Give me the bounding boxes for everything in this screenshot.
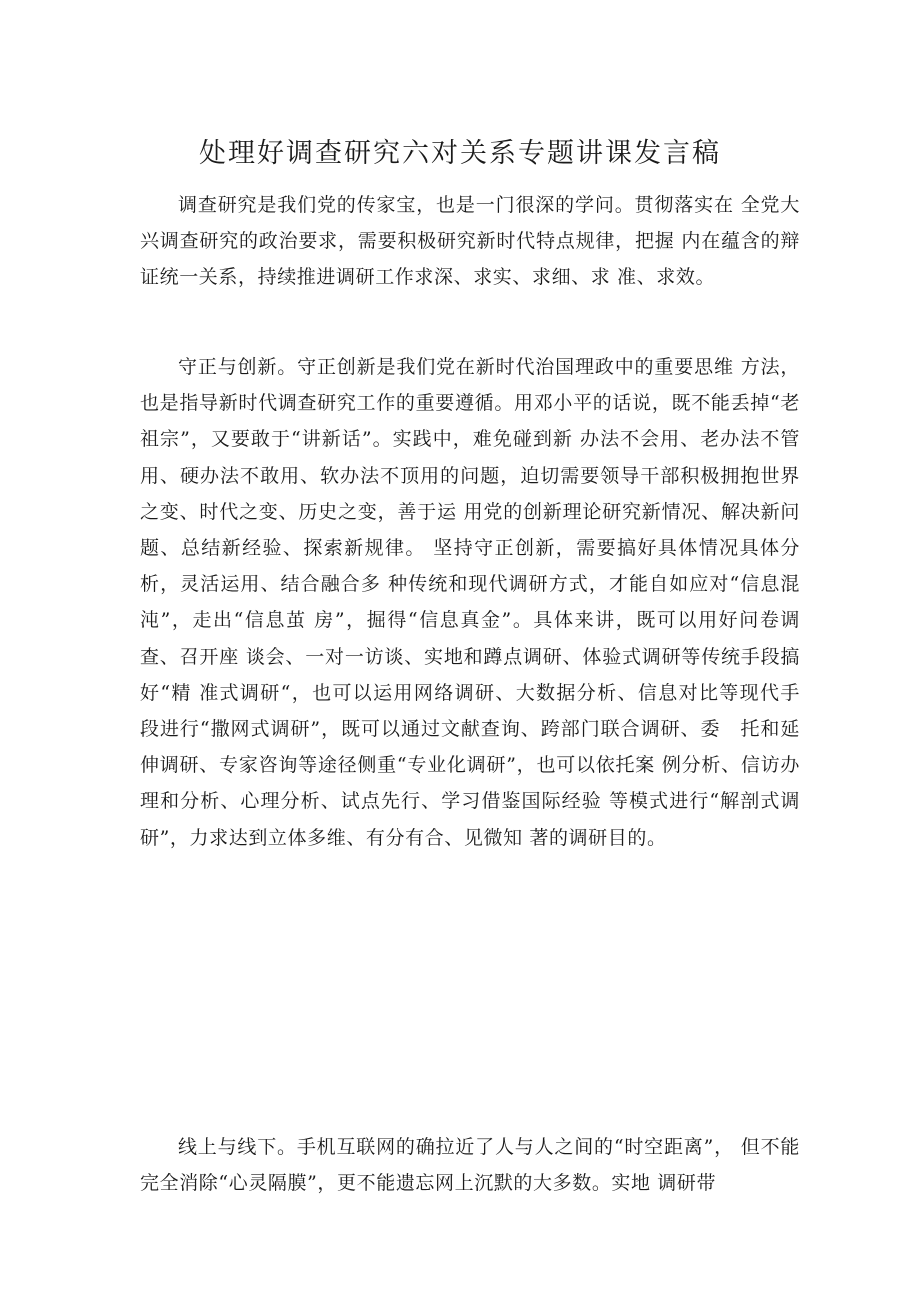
paragraph-intro: 调查研究是我们党的传家宝，也是一门很深的学问。贯彻落实在 全党大兴调查研究的政治要求，需要积极研究新时代特点规律，把握 内在蕴含的辩证统一关系，持续推进调研工作求深、求实、求细、求 准、求效。 <box>140 194 800 289</box>
document-title: 处理好调查研究六对关系专题讲课发言稿 <box>199 138 721 169</box>
paragraph-online-offline: 线上与线下。手机互联网的确拉近了人与人之间的“时空距离”， 但不能完全消除“心灵隔膜”，更不能遗忘网上沉默的大多数。实地 调研带 <box>140 1136 800 1195</box>
paragraph-integrity-innovation: 守正与创新。守正创新是我们党在新时代治国理政中的重要思维 方法，也是指导新时代调查研究工作的重要遵循。用邓小平的话说，既不能丢掉“老祖宗”，又要敢于“讲新话”。实践中，难免碰到新 办法不会用、老办法不管用、硬办法不敢用、软办法不顶用的问题，迫切需要领导干部积极拥抱世界之变、时代之变、历史之变，善于运 用党的创新理论研究新情况、解决新问题、总结新经验、探索新规律。 坚持守正创新，需要搞好具体情况具体分析，灵活运用、结合融合多 种传统和现代调研方式，才能自如应对“信息混沌”，走出“信息茧 房”，掘得“信息真金”。具体来讲，既可以用好问卷调查、召开座 谈会、一对一访谈、实地和蹲点调研、体验式调研等传统手段搞好“精 准式调研“，也可以运用网络调研、大数据分析、信息对比等现代手 段进行“撒网式调研”，既可以通过文献查询、跨部门联合调研、委 托和延伸调研、专家咨询等途径侧重“专业化调研”，也可以依托案 例分析、信访办理和分析、心理分析、试点先行、学习借鉴国际经验 等模式进行“解剖式调研”，力求达到立体多维、有分有合、见微知 著的调研目的。 <box>140 356 800 849</box>
